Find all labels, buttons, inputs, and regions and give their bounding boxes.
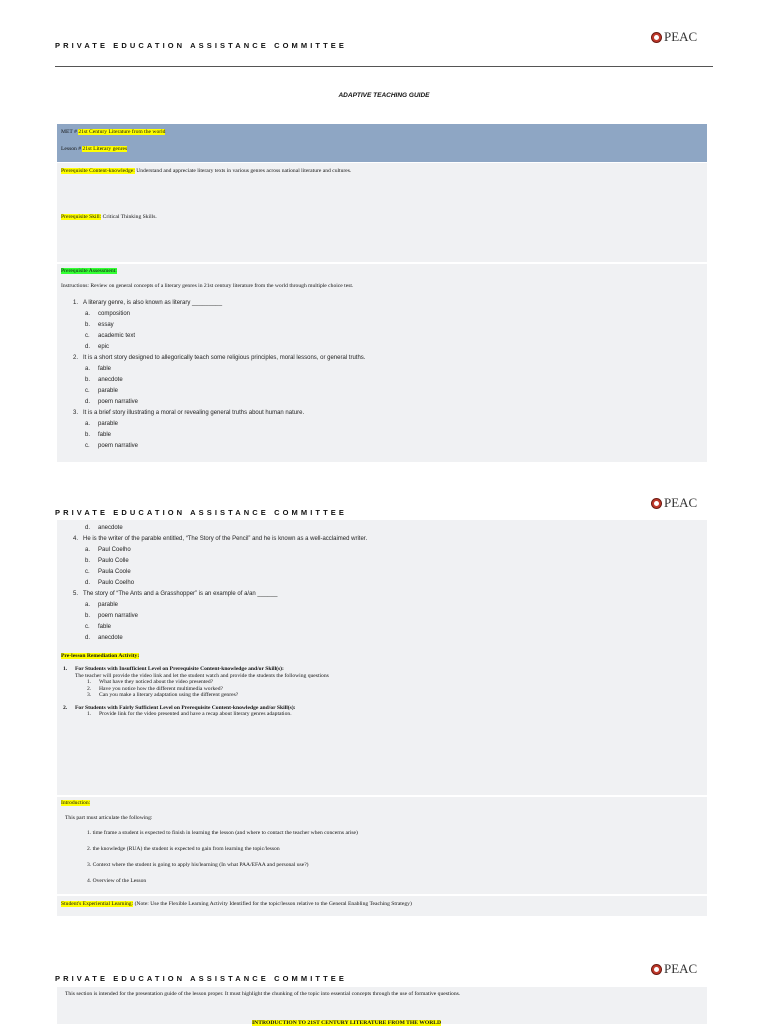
introduction-panel [57, 797, 707, 894]
assessment-panel [57, 264, 707, 462]
prereq-content-line [61, 167, 351, 175]
experiential-label: Student's Experiential Learning: [61, 901, 134, 907]
assessment-instructions: Instructions: Review on general concepts of a literary genres in 21st century literature from the world through multiple choice test. [61, 283, 354, 289]
page3-highlight-line [252, 1019, 441, 1027]
option-2a: a. fable [85, 366, 112, 372]
question-list-page1 [57, 298, 697, 452]
option-3d: d. anecdote [85, 525, 123, 531]
experiential-panel [57, 896, 707, 916]
remediation-label-line [61, 652, 139, 660]
option-1d: d. epic [85, 344, 110, 350]
peac-logo-page2 [651, 495, 697, 511]
remediation-sub-1: 1. What have they noticed about the video presented? [87, 679, 214, 685]
remediation-item-1-desc: The teacher will provide the video link and let the student watch and provide the students the following questions [75, 672, 329, 679]
assessment-label: Prerequisite Assessment: [61, 268, 117, 274]
question-4: 4. He is the writer of the parable entitled, “The Story of the Pencil” and he is known as a well-acclaimed writer. [73, 536, 368, 542]
header-org-name: PRIVATE EDUCATION ASSISTANCE COMMITTEE [55, 41, 347, 50]
lesson-line [61, 145, 127, 153]
peac-logo-text: PEAC [664, 29, 698, 44]
lesson-label: Lesson # [61, 146, 82, 152]
peac-logo [651, 29, 697, 45]
met-text: 21st Century Literature from the world [78, 129, 166, 135]
peac-logo-text: PEAC [664, 961, 698, 976]
page3-highlight-text: INTRODUCTION TO 21ST CENTURY LITERATURE FROM THE WORLD [252, 1020, 442, 1026]
introduction-label: Introduction: [61, 800, 91, 806]
option-4d: d. Paulo Coelho [85, 580, 135, 586]
option-5d: d. anecdote [85, 635, 123, 641]
prereq-skill-text: Critical Thinking Skills. [102, 214, 157, 220]
page2-question-panel [57, 520, 707, 795]
question-list-page2 [57, 523, 697, 644]
header-org-name-page2: PRIVATE EDUCATION ASSISTANCE COMMITTEE [55, 508, 347, 517]
header-rule [55, 66, 713, 67]
peac-logo-text: PEAC [664, 495, 698, 510]
option-3c: c. poem narrative [85, 443, 139, 449]
peac-logo-page3 [651, 961, 697, 977]
lesson-text: 21st Literary genres [82, 146, 128, 152]
introduction-point-2: 2. the knowledge (RUA) the student is expected to gain from learning the topic/lesson [87, 846, 280, 852]
prerequisite-panel [57, 163, 707, 262]
option-1c: c. academic text [85, 333, 136, 339]
option-3b: b. fable [85, 432, 112, 438]
prereq-content-text: Understand and appreciate literary texts in various genres across national literature and cultures. [136, 168, 352, 174]
page3-panel [57, 987, 707, 1024]
peac-logo-icon [651, 964, 662, 975]
introduction-point-3: 3. Context where the student is going to apply his/learning (In what PAA/EFAA and personal use?) [87, 862, 309, 868]
met-lesson-band [57, 124, 707, 162]
introduction-label-line [61, 799, 90, 807]
option-2d: d. poem narrative [85, 399, 139, 405]
option-1a: a. composition [85, 311, 131, 317]
option-2b: b. anecdote [85, 377, 123, 383]
option-2c: c. parable [85, 388, 119, 394]
option-3a: a. parable [85, 421, 119, 427]
introduction-point-1: 1. time frame a student is expected to finish in learning the lesson (and where to contact the teacher when concerns arise) [87, 830, 358, 836]
remediation-item-2: 2. For Students with Fairly Sufficient Level on Prerequisite Content-knowledge and/or Skill(s): [63, 704, 296, 711]
remediation-sub-2-1: 1. Provide link for the video presented and have a recap about literary genres adaptation. [87, 711, 292, 717]
peac-logo-icon [651, 32, 662, 43]
option-4b: b. Paulo Colle [85, 558, 129, 564]
question-2: 2. It is a short story designed to allegorically teach some religious principles, moral lessons, or general truths. [73, 355, 366, 361]
remediation-sub-2: 2. Have you notice how the different multimedia worked? [87, 685, 224, 692]
prereq-skill-line [61, 213, 157, 221]
option-5c: c. fable [85, 624, 112, 630]
remediation-label: Pre-lesson Remediation Activity: [61, 653, 140, 659]
remediation-item-1: 1. For Students with Insufficient Level on Prerequisite Content-knowledge and/or Skill(s): [63, 666, 284, 672]
question-3: 3. It is a brief story illustrating a moral or revealing general truths about human nature. [73, 410, 305, 416]
header-org-name-page3: PRIVATE EDUCATION ASSISTANCE COMMITTEE [55, 974, 347, 983]
question-5: 5. The story of “The Ants and a Grasshopper” is an example of a/an ______ [73, 591, 278, 597]
assessment-label-line [61, 267, 117, 275]
option-1b: b. essay [85, 322, 114, 328]
prereq-skill-label: Prerequisite Skill: [61, 214, 102, 220]
prereq-content-label: Prerequisite Content-knowledge: [61, 168, 135, 174]
met-label: MET # [61, 129, 77, 135]
option-4c: c. Paula Coole [85, 569, 131, 575]
experiential-text: (Note: Use the Flexible Learning Activity Identified for the topic/lesson relative to the General Enabling Teaching Strategy) [134, 901, 412, 907]
question-1: 1. A literary genre, is also known as literary _________ [73, 300, 223, 306]
option-5b: b. poem narrative [85, 613, 139, 619]
experiential-line [61, 900, 412, 908]
doc-title: ADAPTIVE TEACHING GUIDE [338, 92, 430, 99]
met-line [61, 128, 165, 136]
page3-intro-text: This section is intended for the presentation guide of the lesson proper. It must highlight the chunking of the topic into essential concepts through the use of formative questions. [65, 991, 461, 997]
remediation-list [57, 666, 697, 718]
option-5a: a. parable [85, 602, 119, 608]
remediation-sub-3: 3. Can you make a literary adaptation using the different genres? [87, 692, 239, 698]
peac-logo-icon [651, 498, 662, 509]
option-4a: a. Paul Coelho [85, 547, 131, 553]
introduction-lead: This part must articulate the following: [65, 815, 153, 821]
introduction-point-4: 4. Overview of the Lesson [87, 878, 147, 884]
